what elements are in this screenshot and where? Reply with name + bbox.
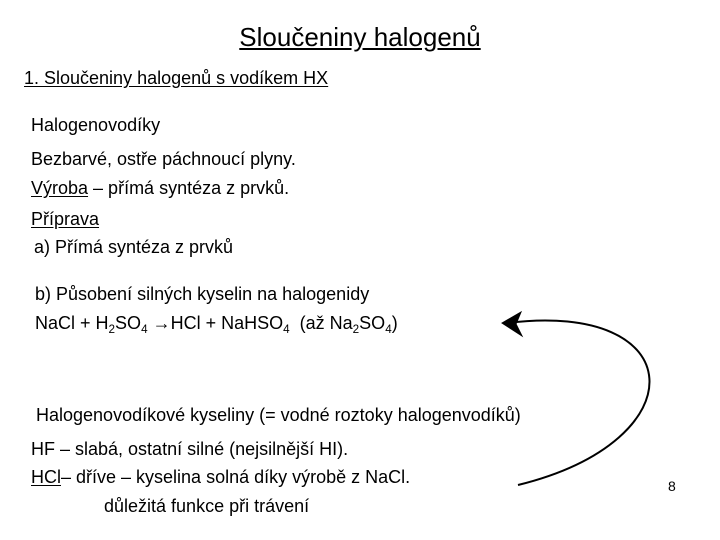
equation-subscript: 2 bbox=[108, 323, 116, 337]
equation-reactant-1: NaCl + H bbox=[35, 313, 109, 333]
hcl-function-text: důležitá funkce při trávení bbox=[104, 496, 310, 516]
equation-subscript: 2 bbox=[352, 323, 360, 337]
method-a: a) Přímá syntéza z prvků bbox=[34, 237, 234, 257]
page-number: 8 bbox=[668, 478, 676, 494]
hcl-label: HCl bbox=[31, 467, 61, 487]
production-text: – přímá syntéza z prvků. bbox=[88, 178, 290, 198]
hydrogen-halides-description: Bezbarvé, ostře páchnoucí plyny. bbox=[31, 149, 296, 169]
production-label: Výroba bbox=[31, 178, 89, 198]
equation-note: ) bbox=[391, 313, 398, 333]
hydrohalic-acids-heading: Halogenovodíkové kyseliny (= vodné roztoky halogenvodíků) bbox=[36, 405, 521, 425]
equation-reactant-2: SO bbox=[115, 313, 142, 333]
acid-strength-text: HF – slabá, ostatní silné (nejsilnější HI). bbox=[31, 439, 349, 459]
hydrogen-halides-heading: Halogenovodíky bbox=[31, 115, 161, 135]
method-b: b) Působení silných kyselin na halogenidy bbox=[35, 284, 370, 304]
equation-note: SO bbox=[359, 313, 386, 333]
preparation-label: Příprava bbox=[31, 209, 100, 229]
page-title: Sloučeniny halogenů bbox=[239, 22, 481, 52]
section-heading: 1. Sloučeniny halogenů s vodíkem HX bbox=[24, 68, 329, 88]
hcl-text: – dříve – kyselina solná díky výrobě z NaCl. bbox=[61, 467, 411, 487]
equation-subscript: 4 bbox=[283, 323, 290, 337]
equation-note: (až Na bbox=[289, 313, 353, 333]
equation-products: →HCl + NaHSO bbox=[147, 313, 284, 333]
equation-subscript: 4 bbox=[141, 323, 148, 337]
equation-subscript: 4 bbox=[385, 323, 392, 337]
